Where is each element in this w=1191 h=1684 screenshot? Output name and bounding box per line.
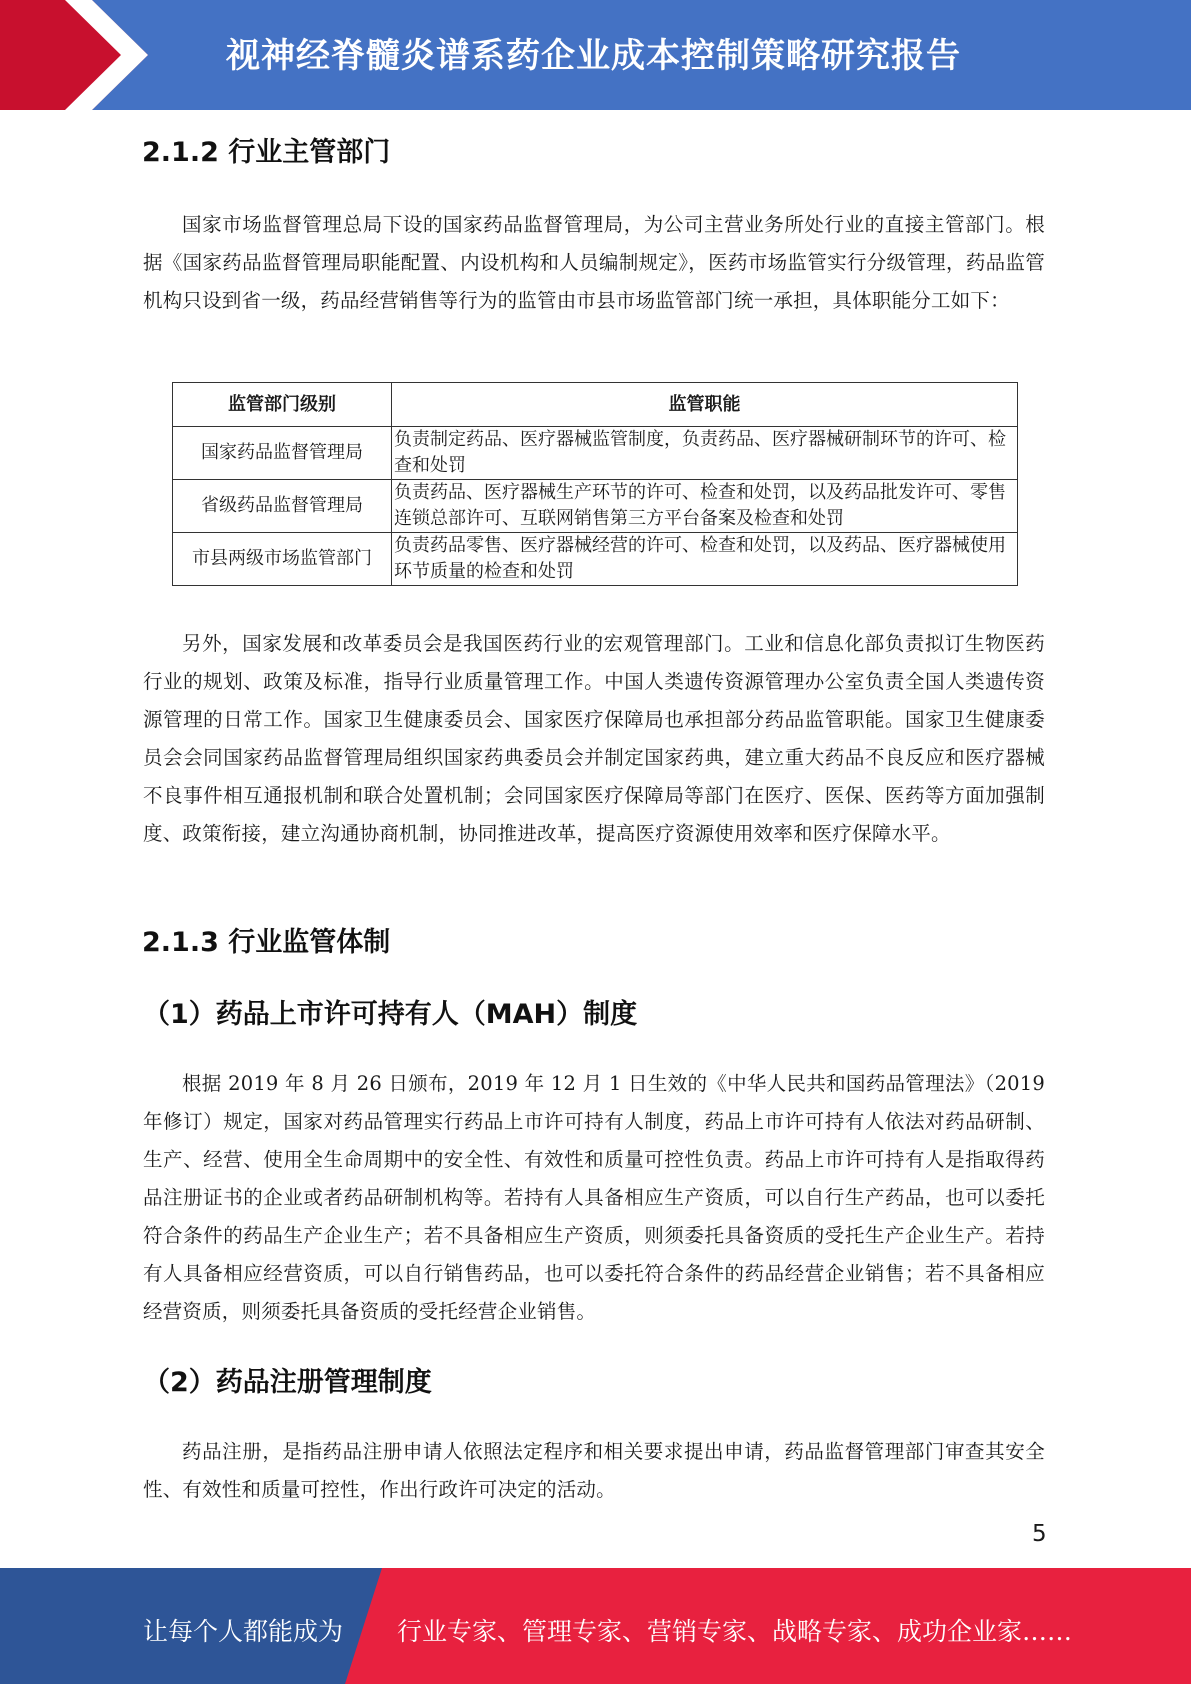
report-title: 视神经脊髓炎谱系药企业成本控制策略研究报告 bbox=[226, 36, 961, 76]
section-heading-2-1-3: 2.1.3 行业监管体制 bbox=[142, 927, 391, 958]
footer-slogan-right: 行业专家、管理专家、营销专家、战略专家、成功企业家…… bbox=[397, 1617, 1073, 1646]
table-cell-duty: 负责制定药品、医疗器械监管制度，负责药品、医疗器械研制环节的许可、检查和处罚 bbox=[392, 427, 1018, 480]
table-row bbox=[173, 427, 1018, 480]
registration-paragraph: 药品注册，是指药品注册申请人依照法定程序和相关要求提出申请，药品监督管理部门审查其安全性、有效性和质量可控性，作出行政许可决定的活动。 bbox=[143, 1440, 1045, 1501]
subheading-registration: （2）药品注册管理制度 bbox=[143, 1367, 432, 1398]
subheading-mah: （1）药品上市许可持有人（MAH）制度 bbox=[143, 999, 638, 1030]
other-departments-paragraph: 另外，国家发展和改革委员会是我国医药行业的宏观管理部门。工业和信息化部负责拟订生物医药行业的规划、政策及标准，指导行业质量管理工作。中国人类遗传资源管理办公室负责全国人类遗传资源管理的日常工作。国家卫生健康委员会、国家医疗保障局也承担部分药品监管职能。国家卫生健康委员会会同国家药品监督管理局组织国家药典委员会并制定国家药典，建立重大药品不良反应和医疗器械不良事件相互通报机制和联合处置机制；会同国家医疗保障局等部门在医疗、医保、医药等方面加强制度、政策衔接，建立沟通协商机制，协同推进改革，提高医疗资源使用效率和医疗保障水平。 bbox=[143, 632, 1045, 845]
regulatory-table bbox=[172, 382, 1018, 586]
section-heading-2-1-2: 2.1.2 行业主管部门 bbox=[142, 137, 391, 168]
table-cell-duty: 负责药品零售、医疗器械经营的许可、检查和处罚，以及药品、医疗器械使用环节质量的检查和处罚 bbox=[392, 533, 1018, 586]
table-cell-level: 市县两级市场监管部门 bbox=[173, 533, 392, 586]
table-header-duty: 监管职能 bbox=[392, 383, 1018, 427]
page-number: 5 bbox=[1032, 1521, 1047, 1547]
header-band bbox=[0, 0, 1191, 110]
table-row bbox=[173, 533, 1018, 586]
footer-slogan-left: 让每个人都能成为 bbox=[143, 1617, 344, 1646]
mah-paragraph: 根据 2019 年 8 月 26 日颁布，2019 年 12 月 1 日生效的《中华人民共和国药品管理法》（2019 年修订）规定，国家对药品管理实行药品上市许可持有人制度，药品上市许可持有人依法对药品研制、生产、经营、使用全生命周期中的安全性、有效性和质量可控性负责。药品上市许可持有人是指取得药品注册证书的企业或者药品研制机构等。若持有人具备相应生产资质，可以自行生产药品，也可以委托符合条件的药品生产企业生产；若不具备相应生产资质，则须委托具备资质的受托生产企业生产。若持有人具备相应经营资质，可以自行销售药品，也可以委托符合条件的药品经营企业销售；若不具备相应经营资质，则须委托具备资质的受托经营企业销售。 bbox=[143, 1072, 1045, 1323]
table-cell-duty: 负责药品、医疗器械生产环节的许可、检查和处罚，以及药品批发许可、零售连锁总部许可、互联网销售第三方平台备案及检查和处罚 bbox=[392, 480, 1018, 533]
header-red-arrow bbox=[0, 0, 150, 110]
table-cell-level: 省级药品监督管理局 bbox=[173, 480, 392, 533]
table-header-level: 监管部门级别 bbox=[173, 383, 392, 427]
table-cell-level: 国家药品监督管理局 bbox=[173, 427, 392, 480]
table-row bbox=[173, 480, 1018, 533]
intro-paragraph: 国家市场监督管理总局下设的国家药品监督管理局，为公司主营业务所处行业的直接主管部门。根据《国家药品监督管理局职能配置、内设机构和人员编制规定》，医药市场监管实行分级管理，药品监管机构只设到省一级，药品经营销售等行为的监管由市县市场监管部门统一承担，具体职能分工如下： bbox=[143, 213, 1045, 312]
